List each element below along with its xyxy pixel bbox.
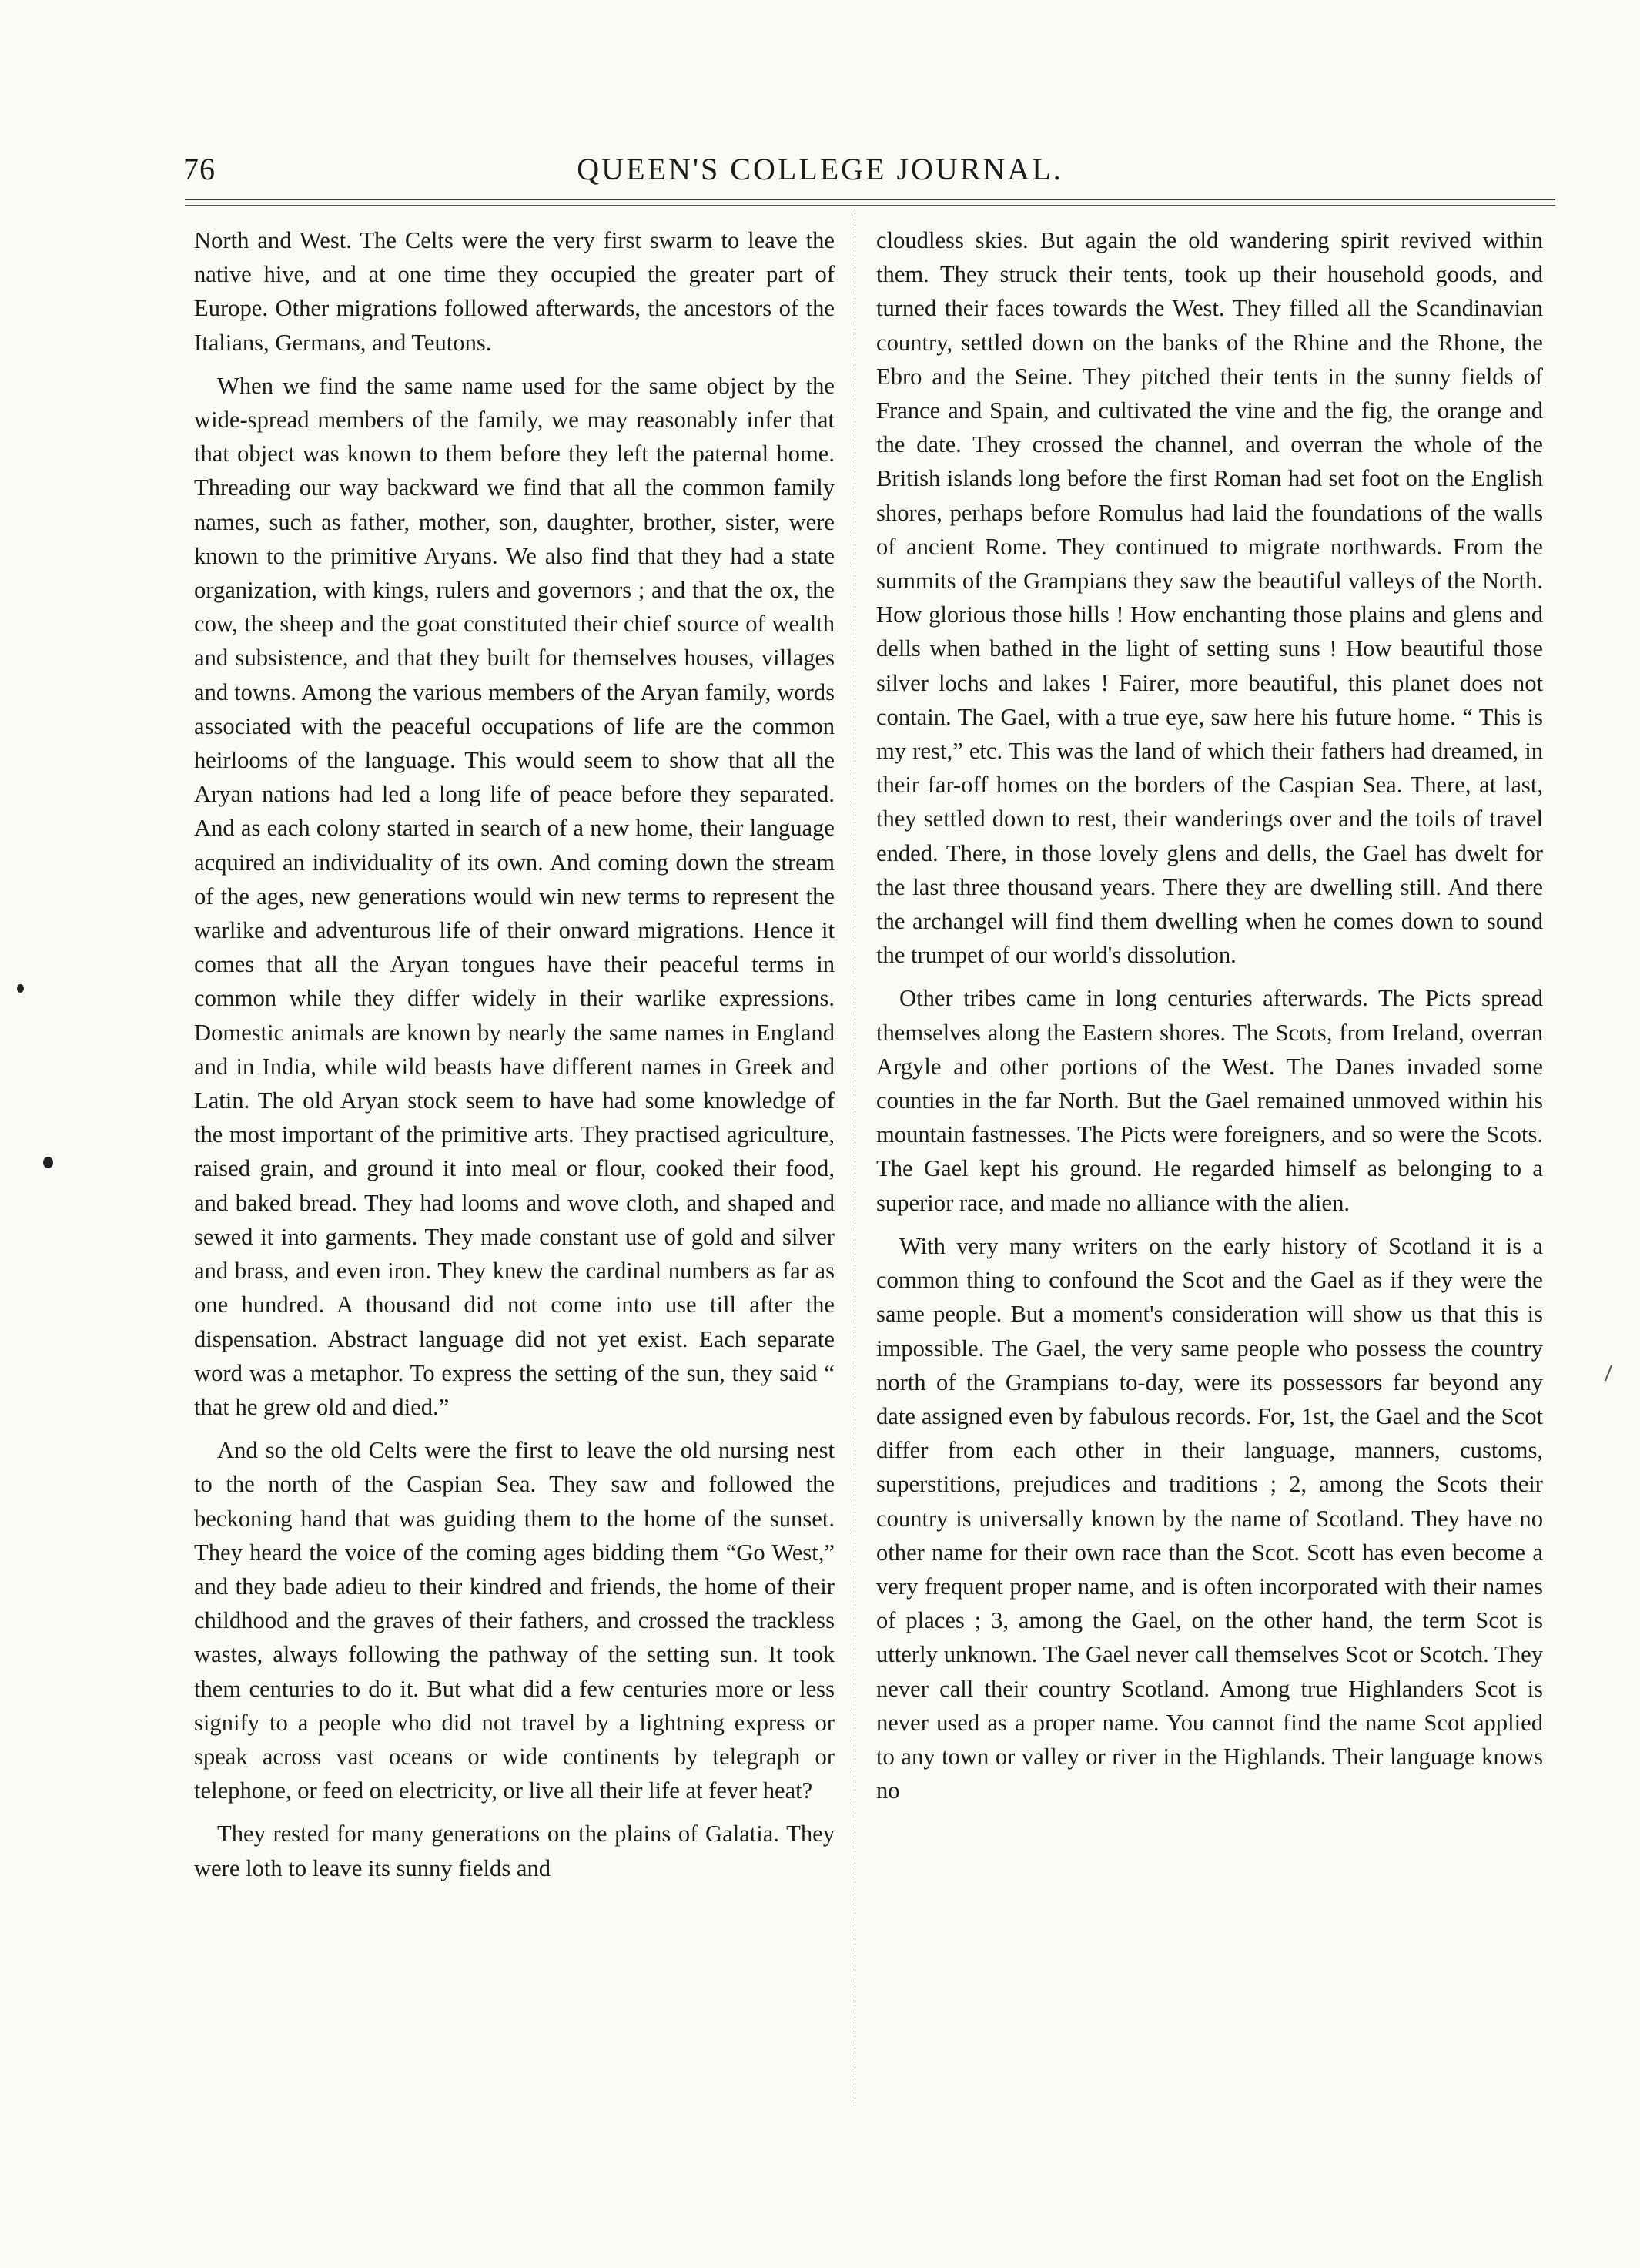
header-rule-thin <box>185 205 1555 206</box>
paragraph: And so the old Celts were the first to leave the old nursing nest to the north of the Caspian Sea. They saw and followed the beckoning hand that was guiding them to the home of the sunset. They heard the voice of the coming ages bidding them “Go West,” and they bade adieu to their kindred and friends, the home of their childhood and the graves of their fathers, and crossed the trackless wastes, always following the pathway of the setting sun. It took them centuries to do it. But what did a few centuries more or less signify to a people who did not travel by a lightning express or speak across vast oceans or wide continents by telegraph or telephone, or feed on electricity, or live all their life at fever heat? <box>194 1437 835 1804</box>
paragraph: They rested for many generations on the plains of Galatia. They were loth to leave its sunny fields and <box>194 1821 835 1881</box>
header-rule <box>185 199 1555 200</box>
paragraph: When we find the same name used for the same object by the wide-spread members of the family, we may reasonably infer that that object was known to them before they left the paternal home. Threading our way backward we find that all the common family names, such as father, mother, son, daughter, brother, sister, were known to the primitive Aryans. We also find that they had a state organization, with kings, rulers and governors ; and that the ox, the cow, the sheep and the goat constituted their chief source of wealth and subsistence, and that they built for themselves houses, villages and towns. Among the various members of the Aryan family, words associated with the peaceful occupations of life are the common heirlooms of the language. This would seem to show that all the Aryan nations had led a long life of peace before they separated. And as each colony started in search of a new home, their language acquired an individuality of its own. And coming down the stream of the ages, new generations would win new terms to represent the warlike and adventurous life of their onward migrations. Hence it comes that all the Aryan tongues have their peaceful terms in common while they differ widely in their warlike expressions. Domestic animals are known by nearly the same names in England and in India, while wild beasts have different names in Greek and Latin. The old Aryan stock seem to have had some knowledge of the most important of the primitive arts. They practised agriculture, raised grain, and ground it into meal or flour, cooked their food, and baked bread. They had looms and wove cloth, and shaped and sewed it into garments. They made constant use of gold and silver and brass, and even iron. They knew the cardinal numbers as far as one hundred. A thousand did not come into use till after the dispensation. Abstract language did not yet exist. Each separate word was a metaphor. To express the setting of the sun, they said “ that he grew old and died.” <box>194 372 835 1420</box>
paragraph: Other tribes came in long centuries afterwards. The Picts spread themselves along the Eastern shores. The Scots, from Ireland, overran Argyle and other portions of the West. The Danes invaded some counties in the far North. But the Gael remained unmoved within his mountain fastnesses. The Picts were foreigners, and so were the Scots. The Gael kept his ground. He regarded himself as belonging to a superior race, and made no alliance with the alien. <box>876 985 1543 1216</box>
left-column <box>194 223 835 1894</box>
paragraph: North and West. The Celts were the very first swarm to leave the native hive, and at one time they occupied the greater part of Europe. Other migrations followed afterwards, the ancestors of the Italians, Germans, and Teutons. <box>194 227 835 356</box>
paragraph: cloudless skies. But again the old wandering spirit revived within them. They struck their tents, took up their household goods, and turned their faces towards the West. They filled all the Scandinavian country, settled down on the banks of the Rhine and the Rhone, the Ebro and the Seine. They pitched their tents in the sunny fields of France and Spain, and cultivated the vine and the fig, the orange and the date. They crossed the channel, and overran the whole of the British islands long before the first Roman had set foot on the English shores, perhaps before Romulus had laid the foundations of the walls of ancient Rome. They continued to migrate northwards. From the summits of the Grampians they saw the beautiful valleys of the North. How glorious those hills ! How enchanting those plains and glens and dells when bathed in the light of setting suns ! How beautiful those silver lochs and lakes ! Fairer, more beautiful, this planet does not contain. The Gael, with a true eye, saw here his future home. “ This is my rest,” etc. This was the land of which their fathers had dreamed, in their far-off homes on the borders of the Caspian Sea. There, at last, they settled down to rest, their wanderings over and the toils of travel ended. There, in those lovely glens and dells, the Gael has dwelt for the last three thousand years. There they are dwelling still. And there the archangel will find them dwelling when he comes down to sound the trumpet of our world's dissolution. <box>876 227 1543 969</box>
ink-speck <box>17 984 24 993</box>
right-column <box>876 223 1543 1817</box>
page-number: 76 <box>183 152 216 186</box>
journal-title: QUEEN'S COLLEGE JOURNAL. <box>577 152 1063 186</box>
paragraph: With very many writers on the early history of Scotland it is a common thing to confound the Scot and the Gael as if they were the same people. But a moment's consideration will show us that this is impossible. The Gael, the very same people who possess the country north of the Grampians to-day, were its possessors far beyond any date assigned even by fabulous records. For, 1st, the Gael and the Scot differ from each other in their language, manners, customs, superstitions, prejudices and traditions ; 2, among the Scots their country is universally known by the name of Scotland. They have no other name for their own race than the Scot. Scott has even become a very frequent proper name, and is often incorporated with their names of places ; 3, among the Gael, on the other hand, the term Scot is utterly unknown. The Gael never call themselves Scot or Scotch. They never call their country Scotland. Among true Highlanders Scot is never used as a proper name. You cannot find the name Scot applied to any town or valley or river in the Highlands. Their language knows no <box>876 1232 1543 1804</box>
margin-mark <box>1605 1365 1612 1381</box>
ink-speck <box>43 1157 53 1168</box>
